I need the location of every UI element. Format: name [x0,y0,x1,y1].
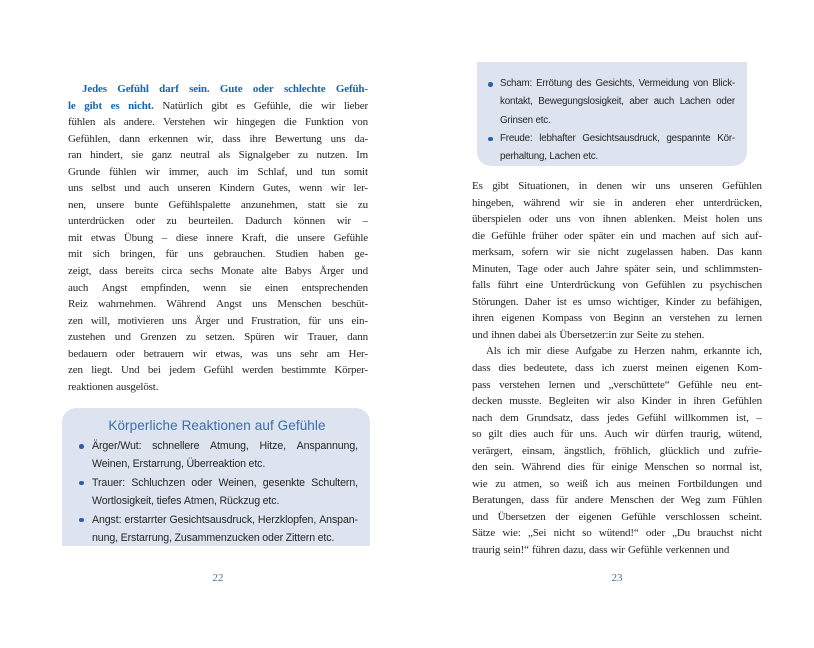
text-line: Scham: Errötung des Gesichts, Vermeidung von Blick- [500,78,735,89]
text-line: Reiz wahrnehmen. Während Angst uns Menschen beschüt- [68,298,368,311]
text-line: nung, Erstarrung, Zusammenzucken oder Zittern etc. [92,531,335,544]
text-line: perhaltung, Lachen etc. [500,151,598,163]
text-line: den sein. Während dies für einige Menschen so normal ist, [472,461,762,474]
text-line: Als ich mir diese Aufgabe zu Herzen nahm, erkannte ich, [486,345,762,358]
right-page-paragraph-2 [472,343,762,558]
text-line: verärgert, einsam, ängstlich, fröhlich, glücklich und zufrie- [472,444,762,457]
right-page-paragraph-1 [472,178,762,343]
text-line: zen will, motivieren uns Ärger und Frustration, für uns ein- [68,314,368,327]
text-line: und Übersetzen der eigenen Gefühle verschlossen scheint. [472,510,762,523]
text-line: nach dem Grundsatz, dass jedes Gefühl willkommen ist, – [472,411,762,424]
text-line: bedauern oder betrauern wir etwas, was uns sehr am Her- [68,347,368,360]
text-line: pass verstehen lernen und „verschüttete“ Gefühle neu ent- [472,378,762,391]
text-line: überspielen oder uns von ihnen ablenken. Meist holen uns [472,213,762,226]
text-line: Jedes Gefühl darf sein. Gute oder schlechte Gefüh- [82,83,368,95]
bullet-dot-icon [485,130,500,167]
text-line: merksam, sofern wir sie nicht zugelassen haben. Das kann [472,246,762,259]
text-line: wie zu atmen, so weiß ich aus meinen Fortbildungen und [472,477,762,490]
text-line: ran hindert, sie ganz neutral als Signalgeber zu nutzen. Im [68,149,368,162]
text-line: so gilt dies auch für uns. Auch wir dürfen traurig, wütend, [472,428,762,441]
text-line: ihren eigenen Kompass von Beginn an verstehen zu lernen [472,312,762,325]
text-line: decken musste. Begleiten wir also Kinder in ihren Gefühlen [472,395,762,408]
text-line: zeigt, dass bereits circa sechs Monate alte Babys Ärger und [68,265,368,278]
bullet-item [485,130,735,167]
text-line: le gibt es nicht. Natürlich gibt es Gefühle, die wir lieber [68,99,368,112]
text-line: dass dies bedeutete, dass ich zuerst meinen eigenen Kom- [472,362,762,375]
bullet-item [76,437,358,474]
bullet-item [76,474,358,511]
page-number-right: 23 [611,572,623,584]
info-box-bullet-list [76,437,358,547]
text-line: Weinen, Erstarrung, Überreaktion etc. [92,458,266,471]
text-line: Beratungen, dass für andere Menschen der Weg zum Fühlen [472,494,762,507]
text-line: hingeben, während wir sie in anderen eher unterdrücken, [472,196,762,209]
text-line: die Gefühle früher oder später ein und machen auf sich auf- [472,229,762,242]
text-line: Angst: erstarrter Gesichtsausdruck, Herzklopfen, Anspan- [92,513,358,526]
text-line: Minuten, Tage oder auch Jahre später sein, und schlimmsten- [472,262,762,275]
bullet-dot-icon [76,474,92,511]
text-line: Trauer: Schluchzen oder Weinen, gesenkte Schultern, [92,476,358,489]
text-line: zen liegt. Und bei jedem Gefühl werden bestimmte Körper- [68,364,368,377]
text-line: reaktionen ausgelöst. [68,380,159,393]
text-line: mit sich bringen, für uns gebrauchen. Studien haben ge- [68,248,368,261]
bullet-text [92,437,358,474]
bullet-item [76,511,358,548]
text-line: Gefühlen, dann erkennen wir, dass ihre Bewertung uns da- [68,132,368,145]
bullet-dot-icon [76,437,92,474]
info-box-title: Körperliche Reaktionen auf Gefühle [108,418,326,433]
text-line: und ihnen dabei als Übersetzer:in zur Seite zu stehen. [472,328,705,341]
text-line: Sätze wie: „Sei nicht so wütend!“ oder „Du brauchst nicht [472,527,762,540]
text-line: Ärger/Wut: schnellere Atmung, Hitze, Anspannung, [92,440,358,452]
bullet-text [500,75,735,130]
text-line: Störungen. Daher ist es umso wichtiger, Kinder zu befähigen, [472,295,762,308]
text-line: uns selbst und auch unseren Kindern Gutes, wenn wir ler- [68,182,368,195]
text-line: kontakt, Bewegungslosigkeit, aber auch Lachen oder [500,96,735,108]
text-line: Grinsen etc. [500,114,551,126]
info-box [62,408,370,546]
text-line: auch Angst empfinden, wenn sie einen entsprechenden [68,281,368,294]
text-line: nen, unsere bunte Gefühlspalette anzunehmen, statt sie zu [68,198,368,211]
page-number-left: 22 [212,572,224,584]
bullet-dot-icon [76,511,92,548]
text-line: Wortlosigkeit, tiefes Atmen, Rückzug etc. [92,495,280,508]
text-line: Es gibt Situationen, in denen wir uns unseren Gefühlen [472,180,762,192]
text-line: mit etwas Übung – diese innere Kraft, die unsere Gefühle [68,231,368,244]
bullet-dot-icon [485,75,500,130]
text-line: zustehen und Grenzen zu setzen. Spüren wir Trauer, dann [68,331,368,344]
text-line: Freude: lebhafter Gesichtsausdruck, gespannte Kör- [500,132,735,144]
bullet-text [500,130,735,167]
text-line: traurig sein!“ führen dazu, dass wir Gefühle verkennen und [472,544,730,557]
bullet-item [485,75,735,130]
text-line: Grunde fühlen wir immer, auch im Schlaf, und tun somit [68,165,368,178]
info-box-continued [477,62,747,166]
text-line: falls führt eine Unterdrückung von Gefühlen zu psychischen [472,279,762,292]
right-page-body [472,178,762,559]
text-line: fühlen als andere. Verstehen wir hingegen die Funktion von [68,116,368,129]
text-line: unterdrücken oder zu beurteilen. Dadurch können wir – [68,215,368,228]
bullet-text [92,474,358,511]
bullet-text [92,511,358,548]
left-page-paragraph [68,81,368,395]
